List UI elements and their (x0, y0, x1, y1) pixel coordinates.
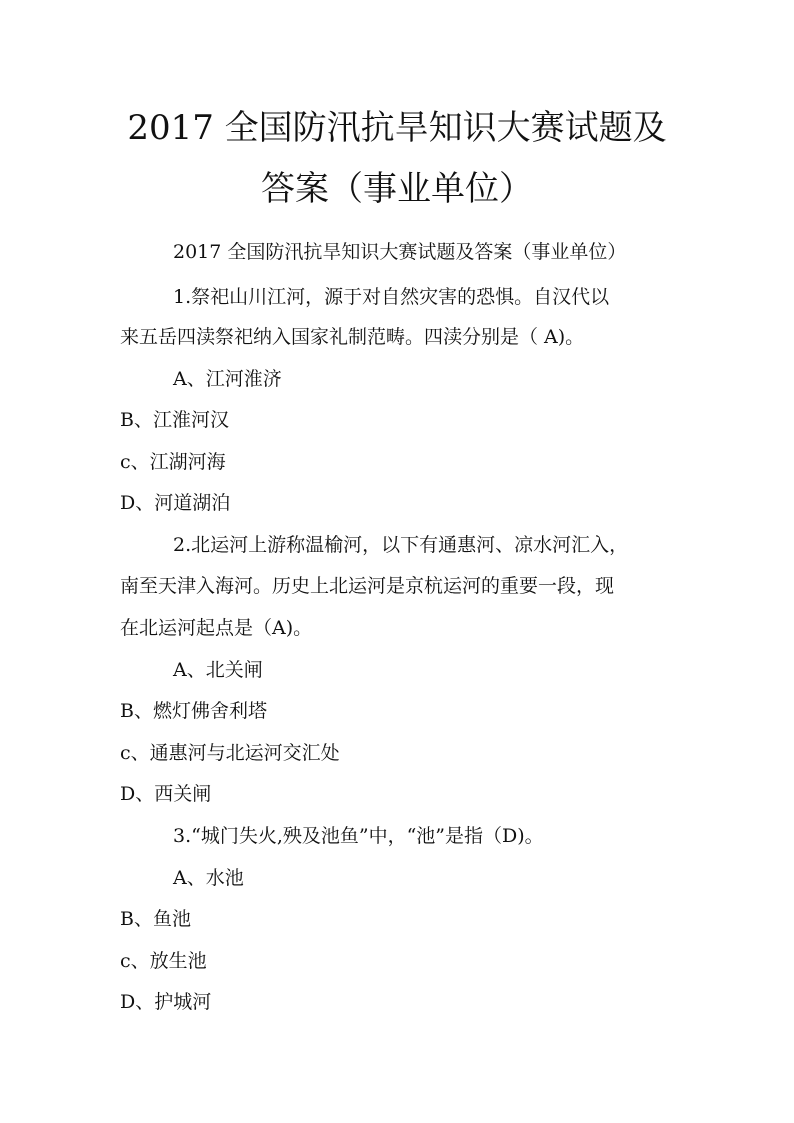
document-subtitle: 2017 全国防汛抗旱知识大赛试题及答案（事业单位） (173, 241, 627, 263)
question-1-option-c: c、江湖河海 (120, 451, 226, 473)
document-title-line-2: 答案（事业单位） (261, 169, 533, 209)
question-3-option-b: B、鱼池 (120, 908, 191, 930)
question-2-option-d: D、西关闸 (120, 783, 212, 805)
question-1-option-b: B、江淮河汉 (120, 409, 229, 431)
question-3-line-1: 3.“城门失火,殃及池鱼”中，“池”是指（D)。 (173, 825, 544, 847)
question-3-option-d: D、护城河 (120, 991, 212, 1013)
question-3-option-a: A、水池 (173, 867, 244, 889)
question-3-option-c: c、放生池 (120, 950, 207, 972)
question-2-line-1: 2.北运河上游称温榆河，以下有通惠河、凉水河汇入， (173, 534, 629, 556)
question-1-line-2: 来五岳四渎祭祀纳入国家礼制范畴。四渎分别是（ A)。 (120, 326, 585, 348)
question-2-line-3: 在北运河起点是（A)。 (120, 617, 313, 639)
question-1-option-a: A、江河淮济 (173, 368, 282, 390)
question-2-option-a: A、北关闸 (173, 659, 263, 681)
question-2-option-c: c、通惠河与北运河交汇处 (120, 742, 340, 764)
question-2-option-b: B、燃灯佛舍利塔 (120, 700, 267, 722)
document-title-line-1: 2017 全国防汛抗旱知识大赛试题及 (127, 108, 667, 148)
question-2-line-2: 南至天津入海河。历史上北运河是京杭运河的重要一段，现 (120, 575, 615, 597)
question-1-line-1: 1.祭祀山川江河，源于对自然灾害的恐惧。自汉代以 (173, 286, 610, 308)
question-1-option-d: D、河道湖泊 (120, 492, 231, 514)
